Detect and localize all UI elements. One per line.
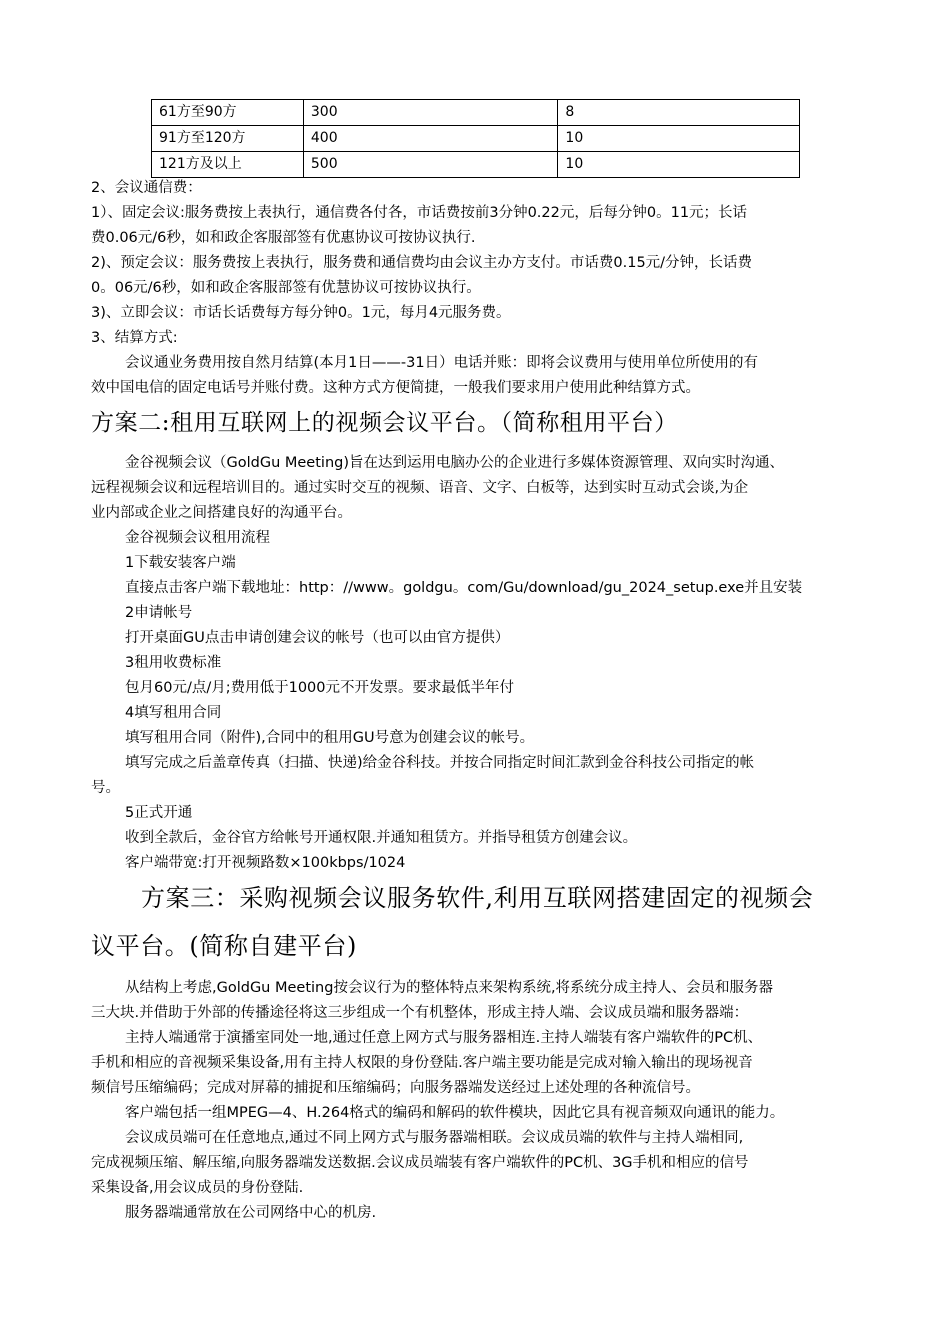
paragraph-line: 金谷视频会议（GoldGu Meeting)旨在达到运用电脑办公的企业进行多媒体资源管理、双向实时沟通、 xyxy=(125,455,784,471)
paragraph-line: 三大块.并借助于外部的传播途径将这三步组成一个有机整体，形成主持人端、会议成员端和服务器端： xyxy=(91,1005,749,1021)
table-cell: 300 xyxy=(303,100,558,126)
paragraph-line: 费0.06元/6秒，如和政企客服部签有优惠协议可按协议执行. xyxy=(91,230,476,246)
table-row xyxy=(152,100,800,126)
table-cell: 8 xyxy=(558,100,800,126)
table-cell: 500 xyxy=(303,152,558,178)
step-heading: 3租用收费标准 xyxy=(125,655,222,671)
step-text: 直接点击客户端下载地址：http：//www。goldgu。com/Gu/download/gu_2024_setup.exe并且安装 xyxy=(125,580,803,596)
paragraph-line: 效中国电信的固定电话号并账付费。这种方式方便简捷，一般我们要求用户使用此种结算方式。 xyxy=(91,380,700,396)
paragraph-line: 采集设备,用会议成员的身份登陆. xyxy=(91,1180,304,1196)
paragraph-line: 手机和相应的音视频采集设备,用有主持人权限的身份登陆.客户端主要功能是完成对输入输出的现场视音 xyxy=(91,1055,753,1071)
table-cell: 10 xyxy=(558,126,800,152)
table-row xyxy=(152,152,800,178)
paragraph-line: 1）、固定会议:服务费按上表执行，通信费各付各，市话费按前3分钟0.22元，后每分钟0。11元；长话 xyxy=(91,205,748,221)
step-text: 收到全款后，金谷官方给帐号开通权限.并通知租赁方。并指导租赁方创建会议。 xyxy=(125,830,638,846)
step-text: 填写租用合同（附件),合同中的租用GU号意为创建会议的帐号。 xyxy=(125,730,535,746)
step-text: 填写完成之后盖章传真（扫描、快递)给金谷科技。并按合同指定时间汇款到金谷科技公司指定的帐 xyxy=(125,755,755,771)
table-cell: 400 xyxy=(303,126,558,152)
table-cell: 10 xyxy=(558,152,800,178)
table-row xyxy=(152,126,800,152)
fee-table xyxy=(151,99,800,178)
step-heading: 5正式开通 xyxy=(125,805,193,821)
table-cell: 121方及以上 xyxy=(152,152,304,178)
paragraph-line: 业内部或企业之间搭建良好的沟通平台。 xyxy=(91,505,352,521)
table-cell: 91方至120方 xyxy=(152,126,304,152)
step-heading: 1下载安装客户端 xyxy=(125,555,236,571)
paragraph-line: 会议成员端可在任意地点,通过不同上网方式与服务器端相联。会议成员端的软件与主持人端相同, xyxy=(125,1130,744,1146)
paragraph-line: 0。06元/6秒，如和政企客服部签有优慧协议可按协议执行。 xyxy=(91,280,481,296)
bandwidth-text: 客户端带宽:打开视频路数×100kbps/1024 xyxy=(125,855,406,871)
paragraph-line: 远程视频会议和远程培训目的。通过实时交互的视频、语音、文字、白板等，达到实时互动式会谈,为企 xyxy=(91,480,749,496)
table-cell: 61方至90方 xyxy=(152,100,304,126)
paragraph-line: 会议通业务费用按自然月结算(本月1日——-31日）电话并账：即将会议费用与使用单位所使用的有 xyxy=(125,355,759,371)
step-heading: 2申请帐号 xyxy=(125,605,193,621)
plan3-title-cont: 议平台。(简称自建平台) xyxy=(91,932,357,960)
step-text: 打开桌面GU点击申请创建会议的帐号（也可以由官方提供） xyxy=(125,630,510,646)
paragraph-line: 服务器端通常放在公司网络中心的机房. xyxy=(125,1205,377,1221)
paragraph-line: 从结构上考虑,GoldGu Meeting按会议行为的整体特点来架构系统,将系统分成主持人、会员和服务器 xyxy=(125,980,774,996)
plan3-title: 方案三：采购视频会议服务软件,利用互联网搭建固定的视频会 xyxy=(141,884,814,912)
paragraph-line: 2)、预定会议：服务费按上表执行，服务费和通信费均由会议主办方支付。市话费0.15元/分钟，长话费 xyxy=(91,255,753,271)
step-text: 号。 xyxy=(91,780,120,796)
section-heading: 3、结算方式: xyxy=(91,330,178,346)
section-heading: 2、会议通信费： xyxy=(91,180,202,196)
paragraph-line: 3)、立即会议：市话长话费每方每分钟0。1元，每月4元服务费。 xyxy=(91,305,511,321)
step-text: 包月60元/点/月;费用低于1000元不开发票。要求最低半年付 xyxy=(125,680,515,696)
plan2-title: 方案二:租用互联网上的视频会议平台。（简称租用平台） xyxy=(91,410,678,436)
paragraph-line: 完成视频压缩、解压缩,向服务器端发送数据.会议成员端装有客户端软件的PC机、3G手机和相应的信号 xyxy=(91,1155,749,1171)
paragraph-line: 频信号压缩编码；完成对屏幕的捕捉和压缩编码；向服务器端发送经过上述处理的各种流信号。 xyxy=(91,1080,700,1096)
flow-title: 金谷视频会议租用流程 xyxy=(125,530,270,546)
paragraph-line: 客户端包括一组MPEG—4、H.264格式的编码和解码的软件模块，因此它具有视音频双向通讯的能力。 xyxy=(125,1105,785,1121)
paragraph-line: 主持人端通常于演播室同处一地,通过任意上网方式与服务器相连.主持人端装有客户端软件的PC机、 xyxy=(125,1030,763,1046)
step-heading: 4填写租用合同 xyxy=(125,705,222,721)
